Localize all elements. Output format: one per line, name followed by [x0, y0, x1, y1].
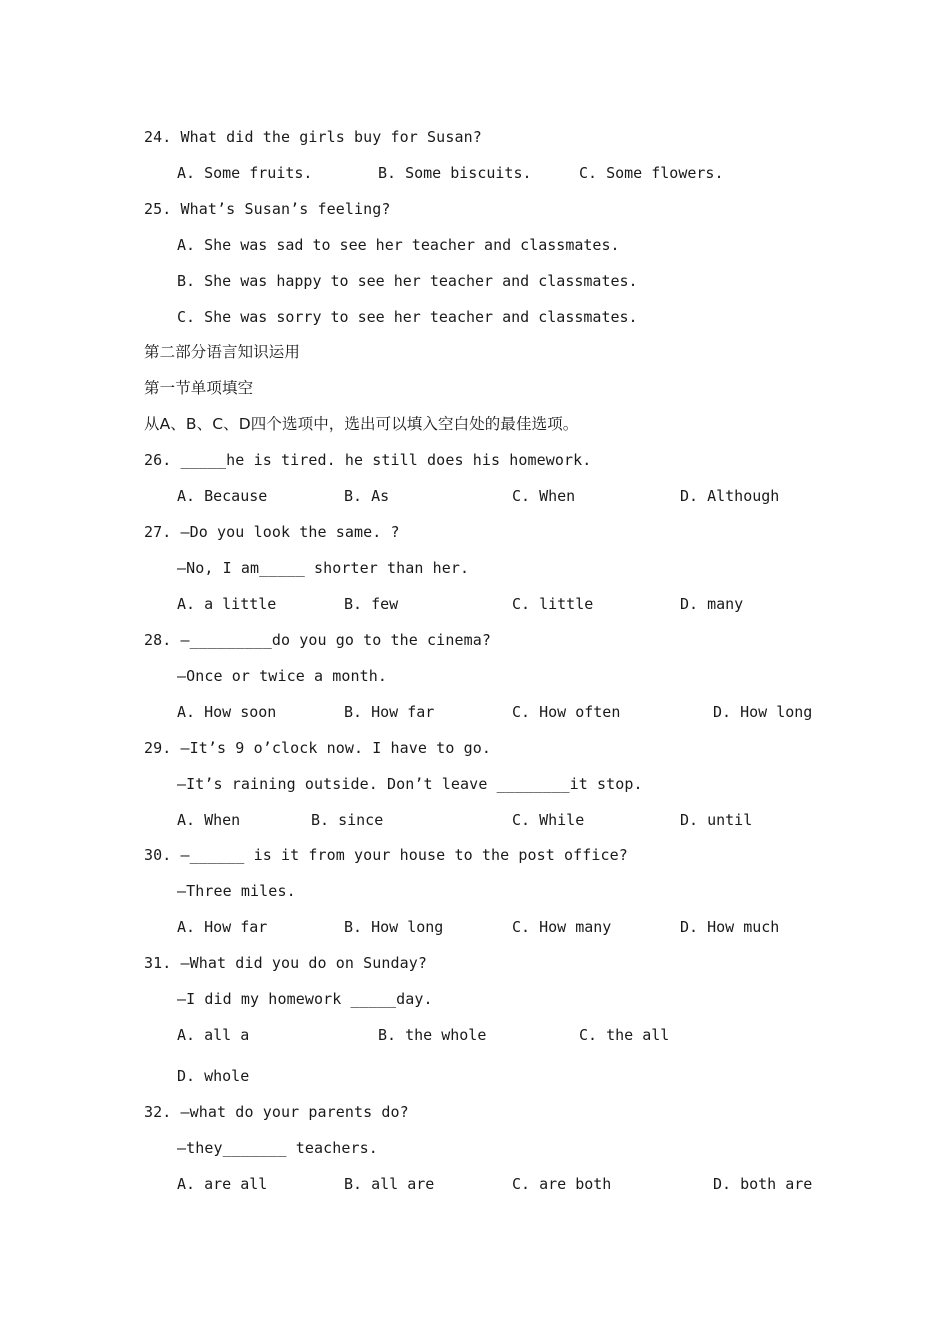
section-part-heading: 第二部分语言知识运用 — [144, 343, 301, 361]
question-27-option-c: C. little — [512, 595, 594, 613]
question-31-dialogue-reply: —I did my homework _____day. — [177, 990, 433, 1008]
question-29-stem: 29. —It’s 9 o’clock now. I have to go. — [144, 739, 491, 757]
question-32-option-a: A. are all — [177, 1175, 268, 1193]
question-29-option-a: A. When — [177, 811, 241, 829]
question-25-stem: 25. What’s Susan’s feeling? — [144, 200, 391, 218]
question-29-option-b: B. since — [311, 811, 384, 829]
question-30-stem: 30. —______ is it from your house to the post office? — [144, 846, 628, 864]
question-28-dialogue-reply: —Once or twice a month. — [177, 667, 388, 685]
question-29-option-c: C. While — [512, 811, 585, 829]
question-31-option-b: B. the whole — [378, 1026, 487, 1044]
question-27-option-a: A. a little — [177, 595, 277, 613]
question-27-stem: 27. —Do you look the same. ? — [144, 523, 400, 541]
question-28-option-c: C. How often — [512, 703, 621, 721]
question-27-dialogue-reply: —No, I am_____ shorter than her. — [177, 559, 470, 577]
question-31-option-d: D. whole — [177, 1067, 250, 1085]
question-25-option-b: B. She was happy to see her teacher and classmates. — [177, 272, 638, 290]
question-26-option-b: B. As — [344, 487, 390, 505]
question-26-option-c: C. When — [512, 487, 576, 505]
question-26-option-a: A. Because — [177, 487, 268, 505]
question-30-option-b: B. How long — [344, 918, 444, 936]
question-25-option-a: A. She was sad to see her teacher and classmates. — [177, 236, 620, 254]
question-27-option-b: B. few — [344, 595, 399, 613]
question-28-stem: 28. —_________do you go to the cinema? — [144, 631, 491, 649]
question-31-stem: 31. —What did you do on Sunday? — [144, 954, 428, 972]
question-29-option-d: D. until — [680, 811, 753, 829]
question-26-option-d: D. Although — [680, 487, 780, 505]
question-32-stem: 32. —what do your parents do? — [144, 1103, 409, 1121]
question-25-option-c: C. She was sorry to see her teacher and classmates. — [177, 308, 638, 326]
section-instruction: 从A、B、C、D四个选项中，选出可以填入空白处的最佳选项。 — [144, 415, 579, 433]
question-27-option-d: D. many — [680, 595, 744, 613]
question-26-stem: 26. _____he is tired. he still does his homework. — [144, 451, 592, 469]
question-31-option-a: A. all a — [177, 1026, 250, 1044]
question-30-option-c: C. How many — [512, 918, 612, 936]
question-29-dialogue-reply: —It’s raining outside. Don’t leave ________it stop. — [177, 775, 643, 793]
question-28-option-a: A. How soon — [177, 703, 277, 721]
question-28-option-b: B. How far — [344, 703, 435, 721]
question-24-option-a: A. Some fruits. — [177, 164, 313, 182]
question-32-option-d: D. both are — [713, 1175, 813, 1193]
question-24-stem: 24. What did the girls buy for Susan? — [144, 128, 482, 146]
question-32-option-b: B. all are — [344, 1175, 435, 1193]
question-24-option-c: C. Some flowers. — [579, 164, 724, 182]
question-30-dialogue-reply: —Three miles. — [177, 882, 296, 900]
subsection-heading: 第一节单项填空 — [144, 379, 254, 397]
question-31-option-c: C. the all — [579, 1026, 670, 1044]
question-30-option-a: A. How far — [177, 918, 268, 936]
question-28-option-d: D. How long — [713, 703, 813, 721]
question-30-option-d: D. How much — [680, 918, 780, 936]
question-24-option-b: B. Some biscuits. — [378, 164, 532, 182]
question-32-dialogue-reply: —they_______ teachers. — [177, 1139, 378, 1157]
question-32-option-c: C. are both — [512, 1175, 612, 1193]
